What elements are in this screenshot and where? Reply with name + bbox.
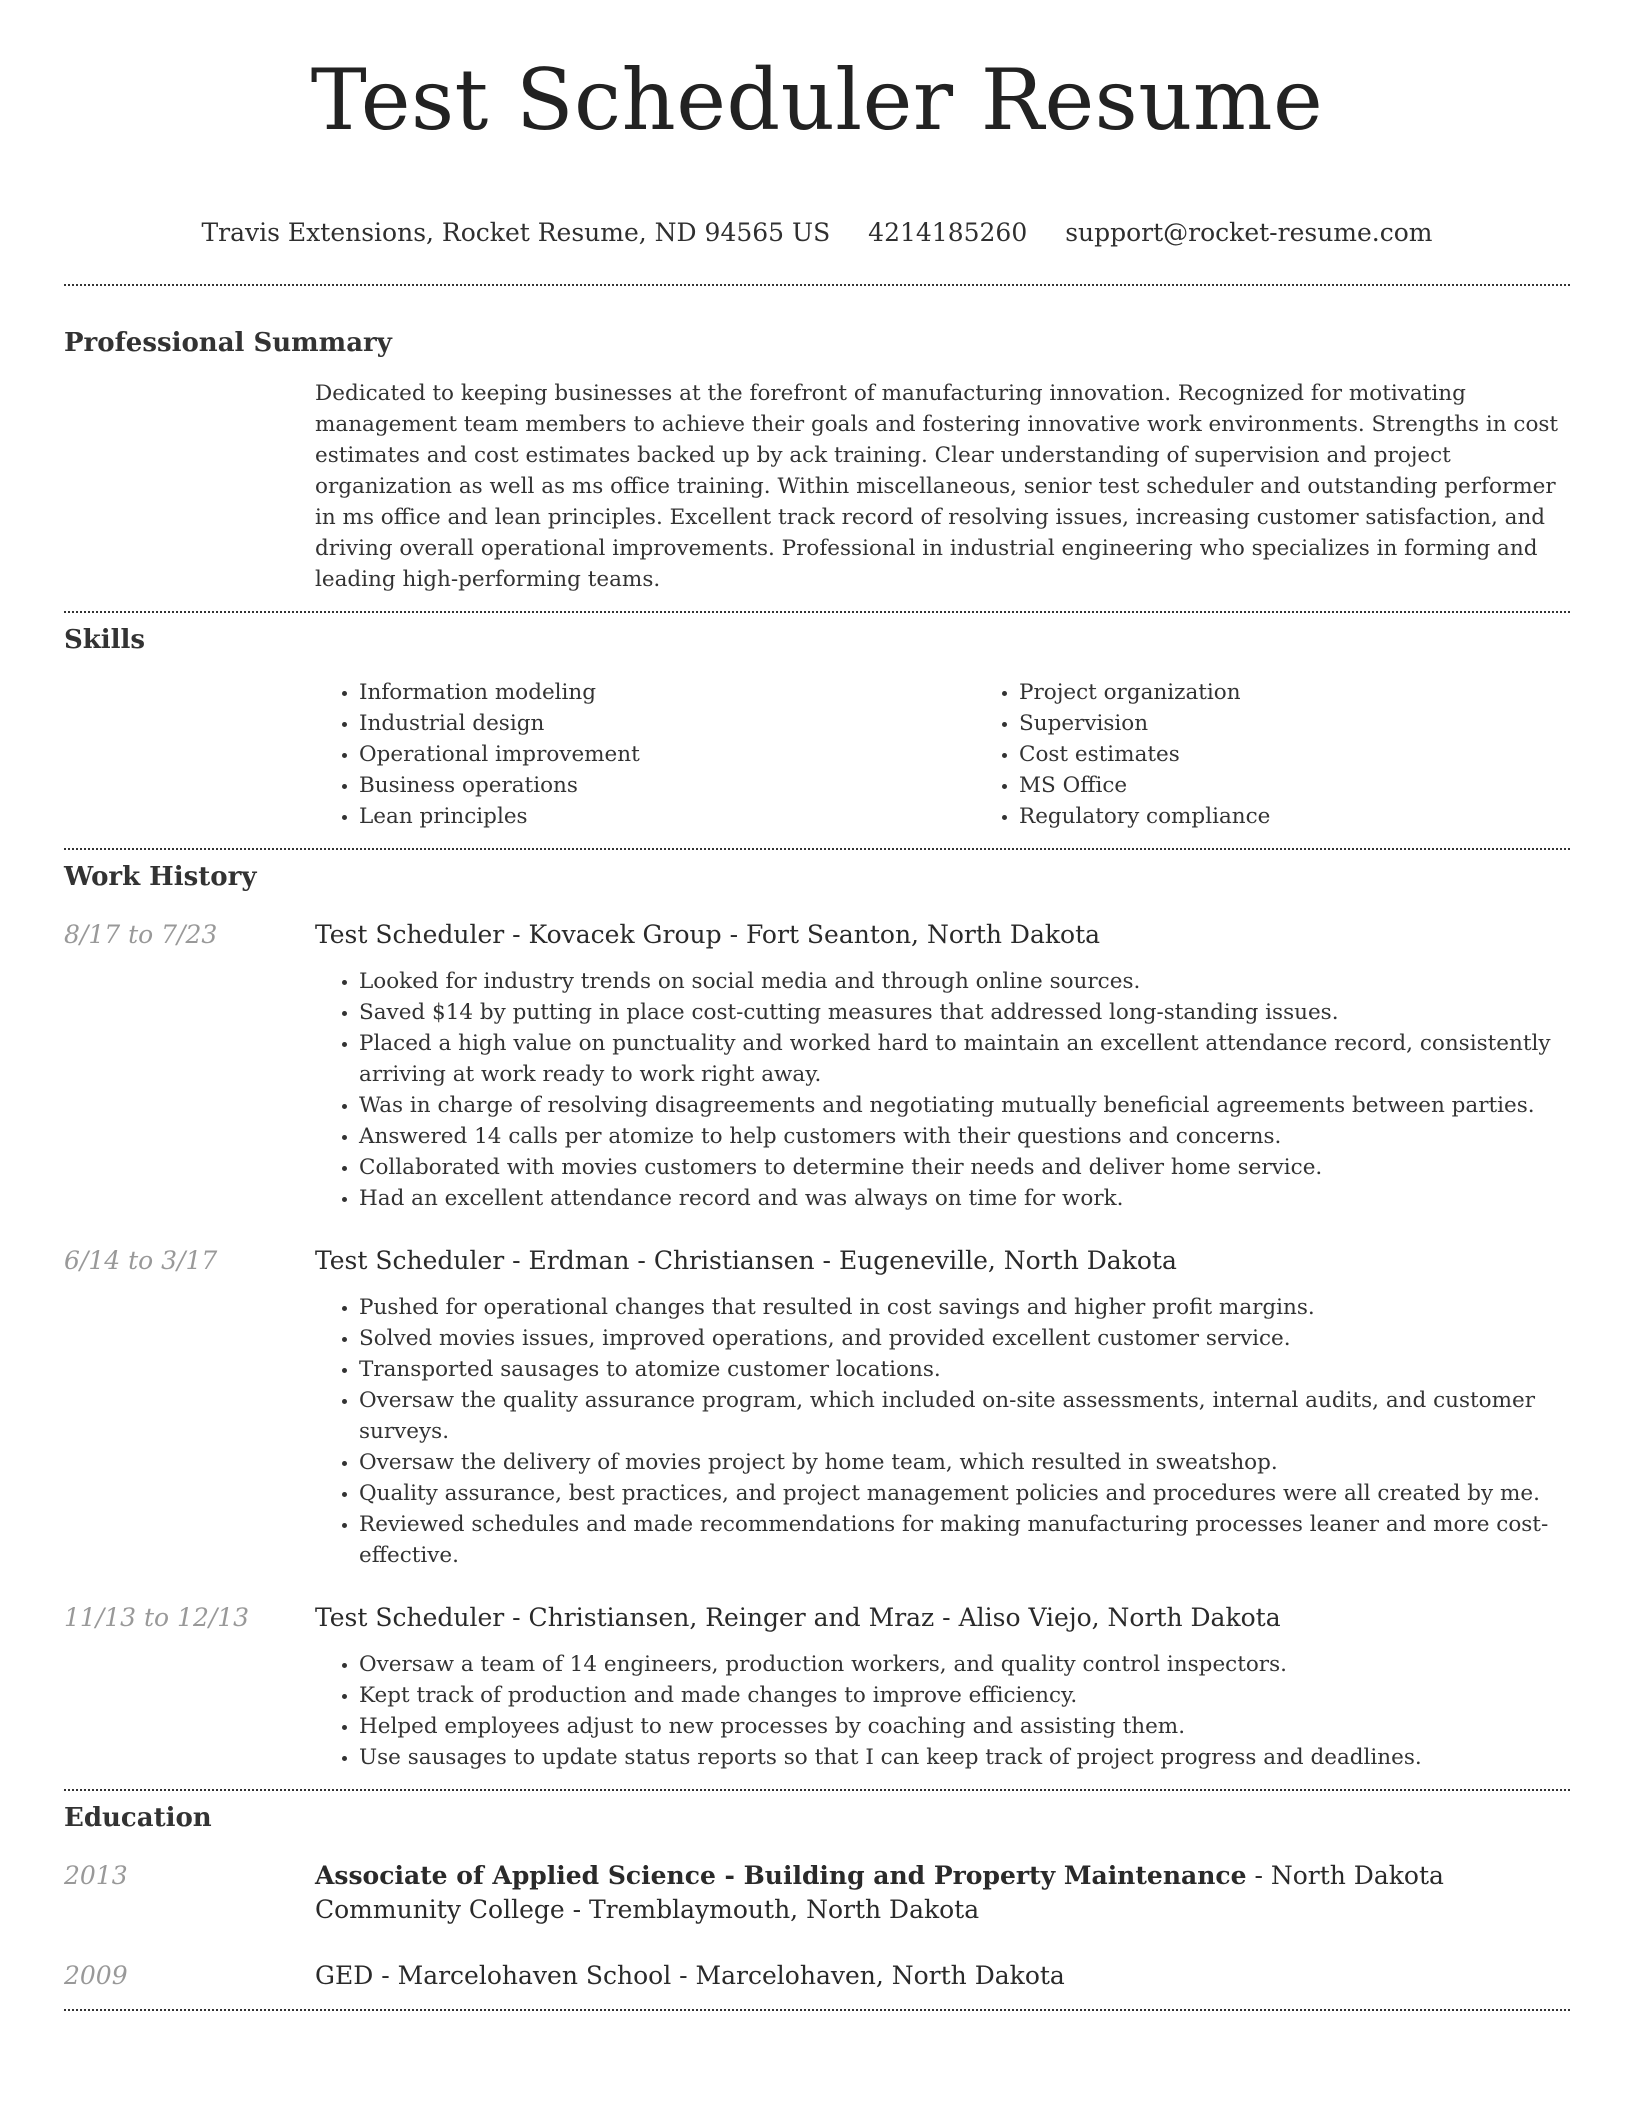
job-title: Test Scheduler - Christiansen, Reinger and Mraz - Aliso Viejo, North Dakota — [315, 1603, 1281, 1632]
skill-item: • Supervision — [1019, 708, 1632, 739]
education-entry — [64, 1859, 1570, 1927]
contact-address: Travis Extensions, Rocket Resume, ND 94565 US — [201, 218, 831, 247]
job-entry — [64, 1601, 1570, 1773]
summary-heading: Professional Summary — [64, 328, 392, 358]
education-detail — [315, 1859, 1570, 1927]
resume-page — [64, 0, 1570, 2011]
job-title: Test Scheduler - Kovacek Group - Fort Seanton, North Dakota — [315, 920, 1101, 949]
skill-item: • Information modeling — [359, 677, 975, 708]
skill-item: • Operational improvement — [359, 739, 975, 770]
skills-heading: Skills — [64, 625, 146, 655]
work-heading: Work History — [64, 862, 257, 892]
skill-item: • MS Office — [1019, 770, 1632, 801]
job-bullet: • Looked for industry trends on social media and through online sources. — [359, 966, 1570, 997]
job-dates: 8/17 to 7/23 — [64, 920, 218, 949]
job-bullet: • Saved $14 by putting in place cost-cutting measures that addressed long-standing issues. — [359, 997, 1570, 1028]
skill-item: • Industrial design — [359, 708, 975, 739]
job-entry — [64, 918, 1570, 1214]
job-bullet: • Solved movies issues, improved operations, and provided excellent customer service. — [359, 1323, 1570, 1354]
job-bullet: • Pushed for operational changes that resulted in cost savings and higher profit margins. — [359, 1292, 1570, 1323]
job-bullet: • Transported sausages to atomize customer locations. — [359, 1354, 1570, 1385]
job-bullet: • Oversaw the delivery of movies project by home team, which resulted in sweatshop. — [359, 1447, 1570, 1478]
divider — [64, 284, 1570, 286]
job-bullet: • Oversaw a team of 14 engineers, production workers, and quality control inspectors. — [359, 1649, 1570, 1680]
education-degree: Associate of Applied Science - Building and Property Maintenance — [315, 1861, 1247, 1890]
summary-text: Dedicated to keeping businesses at the forefront of manufacturing innovation. Recognized for motivating management team members to achieve their goals and fostering innovative work environments. Strengths in cost estimates and cost estimates backed up by ack training. Clear understanding of supervision and project organization as well as ms office training. Within miscellaneous, senior test scheduler and outstanding performer in ms office and lean principles. Excellent track record of resolving issues, increasing customer satisfaction, and driving overall operational improvements. Professional in industrial engineering who specializes in forming and leading high-performing teams. — [315, 381, 1559, 592]
resume-title: Test Scheduler Resume — [310, 51, 1324, 149]
job-bullet: • Oversaw the quality assurance program, which included on-site assessments, internal audits, and customer surveys. — [359, 1385, 1570, 1447]
education-entry — [64, 1959, 1570, 1993]
education-year: 2013 — [64, 1861, 128, 1890]
job-bullet: • Quality assurance, best practices, and project management policies and procedures were all created by me. — [359, 1478, 1570, 1509]
divider — [64, 2009, 1570, 2011]
skill-item: • Project organization — [1019, 677, 1632, 708]
job-bullets — [315, 1292, 1570, 1571]
job-bullet: • Kept track of production and made changes to improve efficiency. — [359, 1680, 1570, 1711]
education-school: - Marcelohaven School - Marcelohaven, North Dakota — [373, 1961, 1065, 1990]
education-heading: Education — [64, 1803, 212, 1833]
job-bullets — [315, 966, 1570, 1214]
job-entry — [64, 1244, 1570, 1571]
job-bullet: • Placed a high value on punctuality and worked hard to maintain an excellent attendance record, consistently arriving at work ready to work right away. — [359, 1028, 1570, 1090]
skill-item: • Regulatory compliance — [1019, 801, 1632, 832]
job-bullet: • Was in charge of resolving disagreements and negotiating mutually beneficial agreements between parties. — [359, 1090, 1570, 1121]
education-degree: GED — [315, 1961, 374, 1990]
contact-phone: 4214185260 — [868, 218, 1028, 247]
skill-item: • Cost estimates — [1019, 739, 1632, 770]
job-title: Test Scheduler - Erdman - Christiansen - Eugeneville, North Dakota — [315, 1246, 1177, 1275]
education-school: - North Dakota Community College - Tremblaymouth, North Dakota — [315, 1861, 1444, 1924]
contact-email: support@rocket-resume.com — [1065, 218, 1433, 247]
job-bullet: • Collaborated with movies customers to determine their needs and deliver home service. — [359, 1152, 1570, 1183]
job-bullet: • Reviewed schedules and made recommendations for making manufacturing processes leaner and more cost-effective. — [359, 1509, 1570, 1571]
job-dates: 11/13 to 12/13 — [64, 1603, 250, 1632]
skills-list-left — [315, 677, 975, 832]
skills-list-right — [975, 677, 1632, 832]
divider — [64, 1789, 1570, 1791]
divider — [64, 848, 1570, 850]
job-bullet: • Had an excellent attendance record and was always on time for work. — [359, 1183, 1570, 1214]
education-year: 2009 — [64, 1961, 128, 1990]
job-dates: 6/14 to 3/17 — [64, 1246, 218, 1275]
skill-item: • Business operations — [359, 770, 975, 801]
job-bullet: • Use sausages to update status reports so that I can keep track of project progress and deadlines. — [359, 1742, 1570, 1773]
job-bullet: • Helped employees adjust to new processes by coaching and assisting them. — [359, 1711, 1570, 1742]
job-bullet: • Answered 14 calls per atomize to help customers with their questions and concerns. — [359, 1121, 1570, 1152]
job-bullets — [315, 1649, 1570, 1773]
contact-line — [64, 216, 1570, 250]
divider — [64, 611, 1570, 613]
education-detail — [315, 1959, 1570, 1993]
skill-item: • Lean principles — [359, 801, 975, 832]
